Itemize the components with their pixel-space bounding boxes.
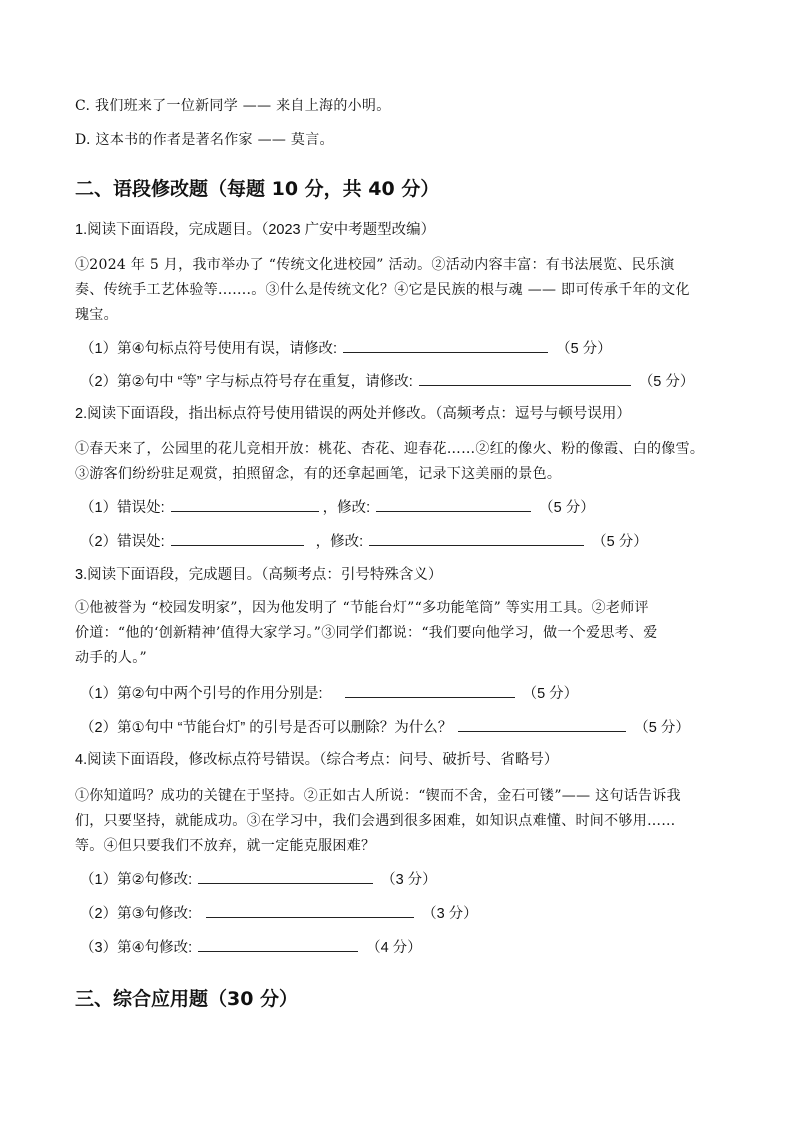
section-3-title: 三、综合应用题（30 分） bbox=[75, 988, 299, 1010]
q4-sub-3 bbox=[80, 937, 422, 958]
q4-sub-1-answer-blank[interactable] bbox=[198, 869, 373, 884]
q4-passage-line-2: 们，只要坚持，就能成功。③在学习中，我们会遇到很多困难，如知识点难懂、时间不够用…… bbox=[75, 813, 676, 829]
q4-passage-line-1: ①你知道吗？成功的关键在于坚持。②正如古人所说：“锲而不舍，金石可镂”—— 这句话告诉我 bbox=[75, 788, 681, 804]
choice-c: C. 我们班来了一位新同学 —— 来自上海的小明。 bbox=[75, 98, 391, 114]
section-2-title: 二、语段修改题（每题 10 分，共 40 分） bbox=[75, 178, 440, 200]
q3-prompt: 3.阅读下面语段，完成题目。（高频考点：引号特殊含义） bbox=[75, 567, 443, 583]
q2-sub-1-score: （5 分） bbox=[539, 500, 595, 516]
q4-sub-2 bbox=[80, 903, 478, 924]
q3-passage-line-3: 动手的人。” bbox=[75, 650, 147, 666]
q4-sub-3-answer-blank[interactable] bbox=[198, 937, 358, 952]
q3-sub-1-answer-blank[interactable] bbox=[345, 683, 515, 698]
q1-sub-2-score: （5 分） bbox=[638, 374, 695, 390]
q2-prompt: 2.阅读下面语段，指出标点符号使用错误的两处并修改。（高频考点：逗号与顿号误用） bbox=[75, 406, 631, 422]
q2-sub-2-mid: ，修改: bbox=[315, 534, 364, 550]
choice-d: D. 这本书的作者是著名作家 —— 莫言。 bbox=[75, 132, 334, 148]
q2-passage-line-1: ①春天来了，公园里的花儿竞相开放：桃花、杏花、迎春花……②红的像火、粉的像霞、白的像雪。 bbox=[75, 441, 705, 457]
q3-sub-1 bbox=[80, 683, 578, 704]
q2-sub-1 bbox=[80, 497, 595, 518]
q3-sub-2-score: （5 分） bbox=[634, 720, 690, 736]
q1-sub-1-text: （1）第④句标点符号使用有误，请修改: bbox=[80, 341, 338, 357]
q3-sub-2 bbox=[80, 717, 690, 738]
q4-sub-1-score: （3 分） bbox=[381, 872, 437, 888]
q4-sub-2-score: （3 分） bbox=[422, 906, 478, 922]
q3-sub-1-text: （1）第②句中两个引号的作用分别是: bbox=[80, 686, 323, 702]
q4-sub-3-text: （3）第④句修改: bbox=[80, 940, 193, 956]
q1-sub-1 bbox=[80, 338, 612, 359]
q2-passage-line-2: ③游客们纷纷驻足观赏，拍照留念，有的还拿起画笔，记录下这美丽的景色。 bbox=[75, 466, 562, 482]
q1-sub-1-score: （5 分） bbox=[556, 341, 612, 357]
q2-sub-1-text: （1）错误处: bbox=[80, 500, 165, 516]
q1-sub-2-text: （2）第②句中 “等” 字与标点符号存在重复，请修改: bbox=[80, 374, 413, 390]
q3-sub-2-answer-blank[interactable] bbox=[458, 717, 626, 732]
q3-passage-line-1: ①他被誉为 “校园发明家”，因为他发明了 “节能台灯”“多功能笔筒” 等实用工具。②老师评 bbox=[75, 600, 649, 616]
q2-sub-2-score: （5 分） bbox=[592, 534, 648, 550]
q2-sub-1-error-blank[interactable] bbox=[171, 497, 319, 512]
q2-sub-1-mid: ，修改: bbox=[322, 500, 371, 516]
q4-sub-2-text: （2）第③句修改: bbox=[80, 906, 193, 922]
q1-sub-2 bbox=[80, 371, 694, 392]
q2-sub-2-error-blank[interactable] bbox=[171, 531, 304, 546]
q4-sub-3-score: （4 分） bbox=[366, 940, 422, 956]
q1-sub-2-answer-blank[interactable] bbox=[419, 371, 631, 386]
q1-passage-line-1: ①2024 年 5 月，我市举办了 “传统文化进校园” 活动。②活动内容丰富：有书法展览、民乐演 bbox=[75, 257, 675, 273]
q4-sub-1-text: （1）第②句修改: bbox=[80, 872, 193, 888]
q1-prompt: 1.阅读下面语段，完成题目。（2023 广安中考题型改编） bbox=[75, 222, 436, 238]
q3-sub-2-text: （2）第①句中 “节能台灯” 的引号是否可以删除？为什么？ bbox=[80, 720, 453, 736]
q2-sub-1-fix-blank[interactable] bbox=[376, 497, 531, 512]
q4-sub-1 bbox=[80, 869, 437, 890]
q2-sub-2 bbox=[80, 531, 648, 552]
q2-sub-2-text: （2）错误处: bbox=[80, 534, 165, 550]
q4-sub-2-answer-blank[interactable] bbox=[206, 903, 414, 918]
q1-passage-line-3: 瑰宝。 bbox=[75, 307, 118, 323]
q1-passage-line-2: 奏、传统手工艺体验等.......。③什么是传统文化？④它是民族的根与魂 —— 即可传承千年的文化 bbox=[75, 282, 690, 298]
q4-passage-line-3: 等。④但只要我们不放弃，就一定能克服困难？ bbox=[75, 838, 376, 854]
q4-prompt: 4.阅读下面语段，修改标点符号错误。（综合考点：问号、破折号、省略号） bbox=[75, 752, 559, 768]
q2-sub-2-fix-blank[interactable] bbox=[369, 531, 584, 546]
q3-passage-line-2: 价道：“他的‘创新精神’值得大家学习。”③同学们都说：“我们要向他学习，做一个爱思考、爱 bbox=[75, 625, 658, 641]
q3-sub-1-score: （5 分） bbox=[522, 686, 579, 702]
q1-sub-1-answer-blank[interactable] bbox=[343, 338, 548, 353]
